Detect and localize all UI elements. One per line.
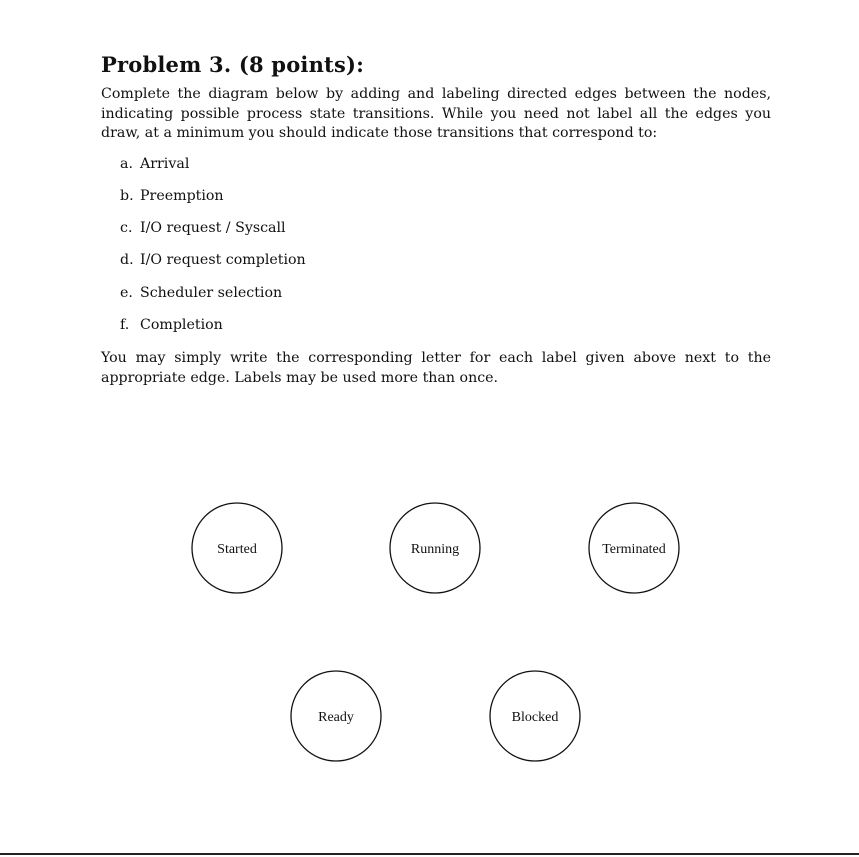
problem-note: You may simply write the corresponding letter for each label given above next to the appropriate edge. Labels may be used more than once.	[101, 350, 771, 386]
list-item-letter: e.	[120, 285, 133, 301]
list-item-letter: b.	[120, 188, 134, 204]
node-label: Ready	[318, 710, 354, 725]
list-item-text: Completion	[140, 317, 223, 333]
node-ready	[291, 671, 381, 761]
list-item-letter: c.	[120, 220, 133, 236]
problem-instructions: Complete the diagram below by adding and labeling directed edges between the nodes, indicating possible process state transitions. While you need not label all the edges you draw, at a minimum you should indicate those transitions that correspond to:	[101, 86, 771, 141]
list-item-text: I/O request / Syscall	[140, 220, 286, 236]
list-item-text: I/O request completion	[140, 252, 306, 268]
node-label: Blocked	[511, 710, 559, 725]
list-item-letter: a.	[120, 156, 133, 172]
list-item-text: Arrival	[140, 156, 190, 172]
list-item-letter: f.	[120, 317, 130, 333]
node-started	[192, 503, 282, 593]
page-bottom-rule	[0, 853, 859, 855]
list-item-letter: d.	[120, 252, 134, 268]
node-terminated	[589, 503, 679, 593]
node-blocked	[490, 671, 580, 761]
node-label: Started	[217, 542, 257, 557]
node-label: Terminated	[602, 542, 666, 557]
problem-title: Problem 3. (8 points):	[101, 52, 365, 77]
list-item-text: Preemption	[140, 188, 224, 204]
node-running	[390, 503, 480, 593]
node-label: Running	[410, 542, 460, 557]
list-item-text: Scheduler selection	[140, 285, 283, 301]
